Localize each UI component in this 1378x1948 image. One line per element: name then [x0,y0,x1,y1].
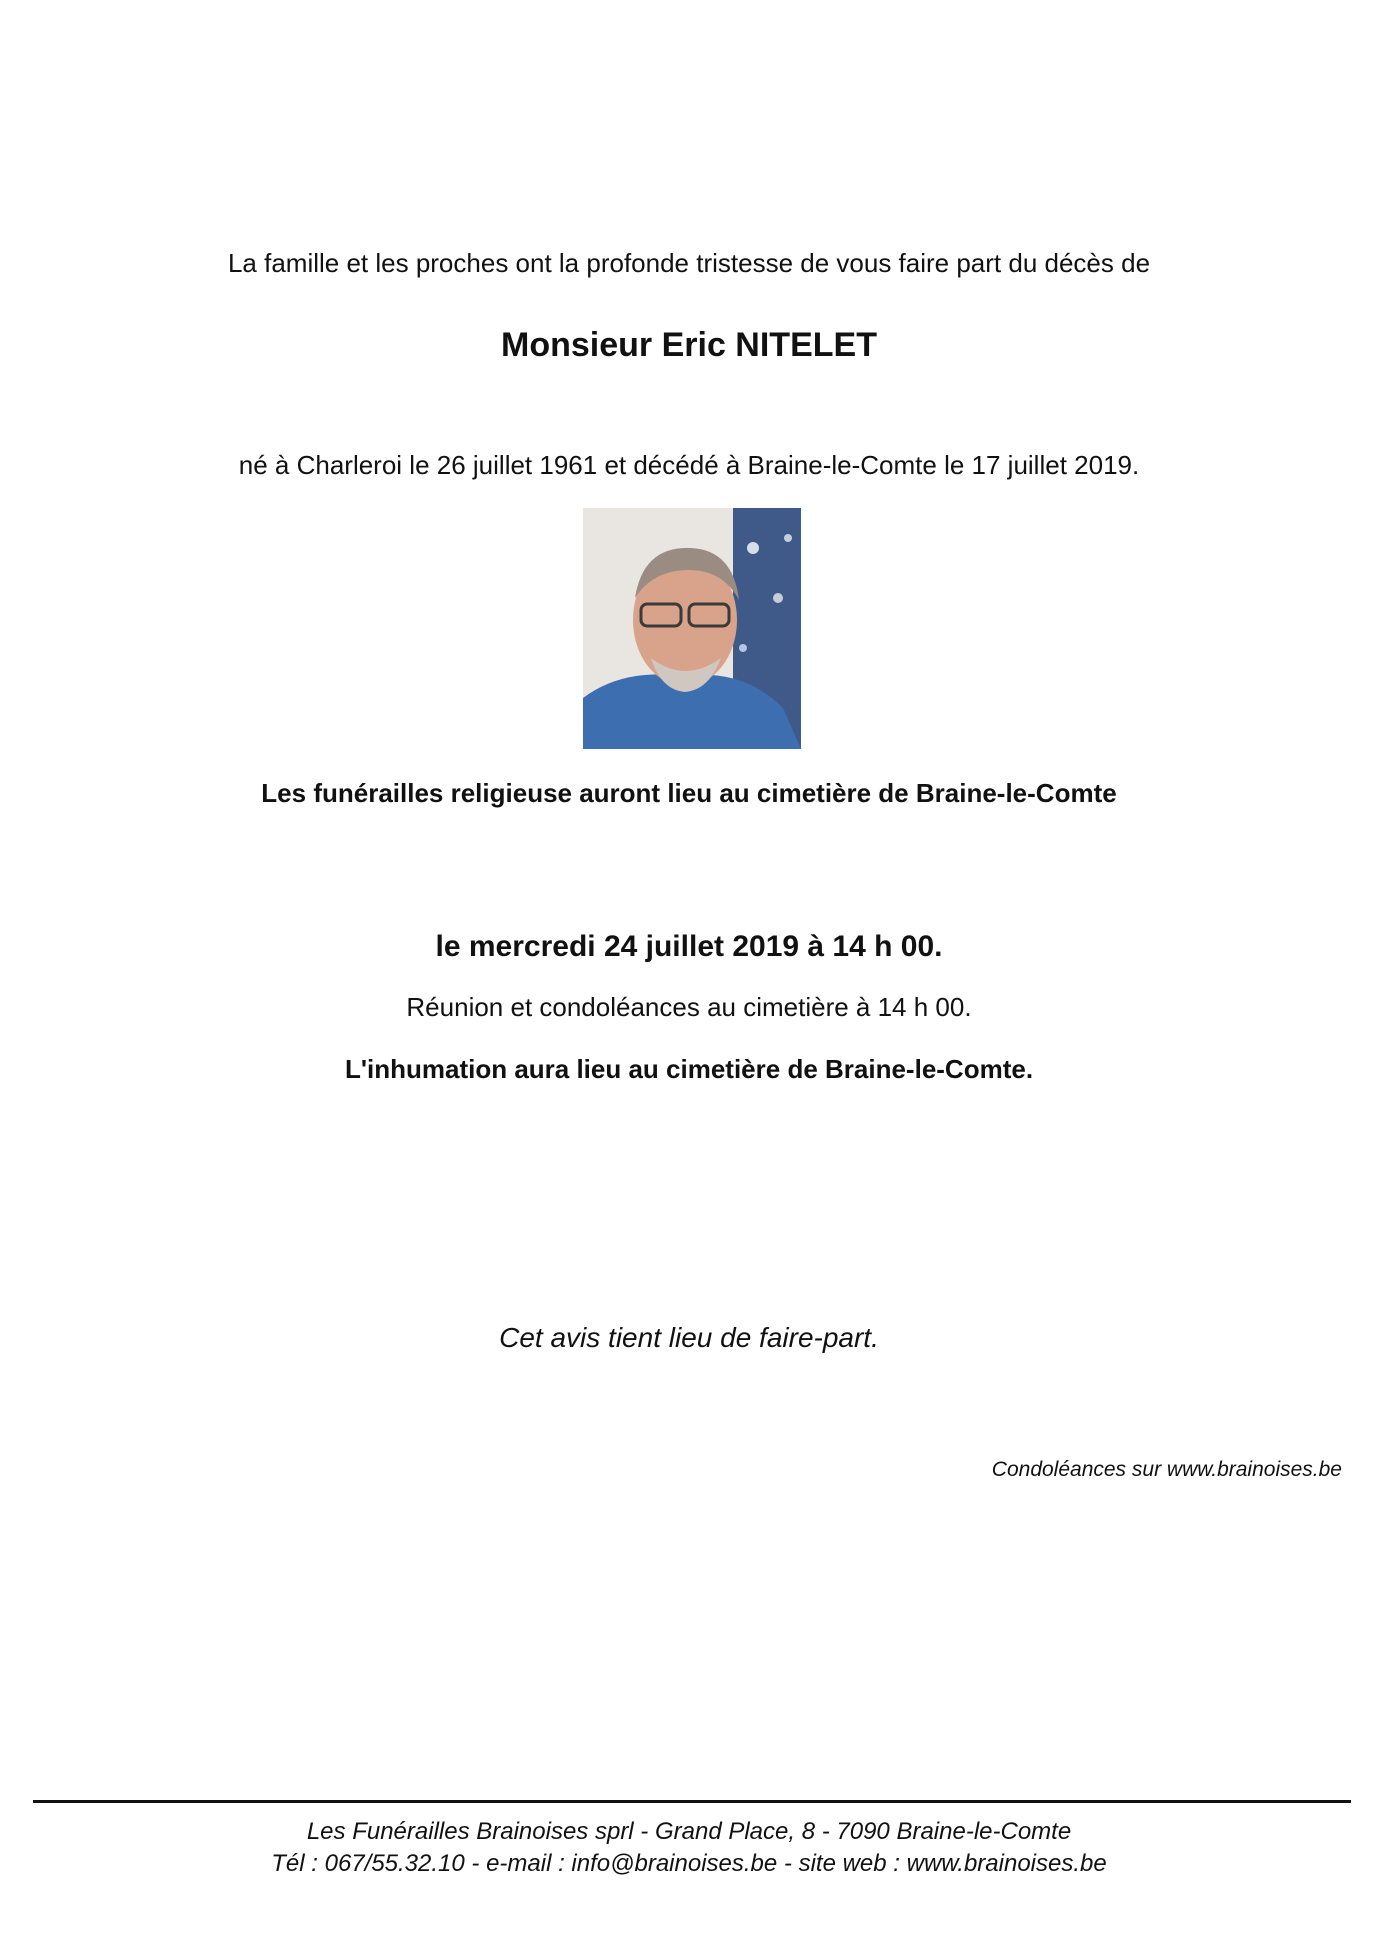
reunion-info: Réunion et condoléances au cimetière à 14 h 00. [406,992,972,1022]
footer-divider [33,1800,1351,1803]
condolences-link-text: Condoléances sur www.brainoises.be [991,1458,1342,1481]
footer-contact: Tél : 067/55.32.10 - e-mail : info@brainoises.be - site web : www.brainoises.be [271,1850,1107,1877]
portrait-photo [583,508,801,749]
intro-text: La famille et les proches ont la profonde tristesse de vous faire part du décès de [227,248,1151,278]
funeral-info: Les funérailles religieuse auront lieu au cimetière de Braine-le-Comte [261,778,1117,808]
deceased-name: Monsieur Eric NITELET [501,326,877,364]
footer-address: Les Funérailles Brainoises sprl - Grand Place, 8 - 7090 Braine-le-Comte [306,1818,1072,1845]
funeral-date: le mercredi 24 juillet 2019 à 14 h 00. [435,930,943,963]
birth-death-text: né à Charleroi le 26 juillet 1961 et décédé à Braine-le-Comte le 17 juillet 2019. [238,450,1140,480]
notice-statement: Cet avis tient lieu de faire-part. [499,1322,879,1353]
burial-info: L'inhumation aura lieu au cimetière de Braine-le-Comte. [344,1054,1034,1084]
portrait-illustration [583,508,801,749]
